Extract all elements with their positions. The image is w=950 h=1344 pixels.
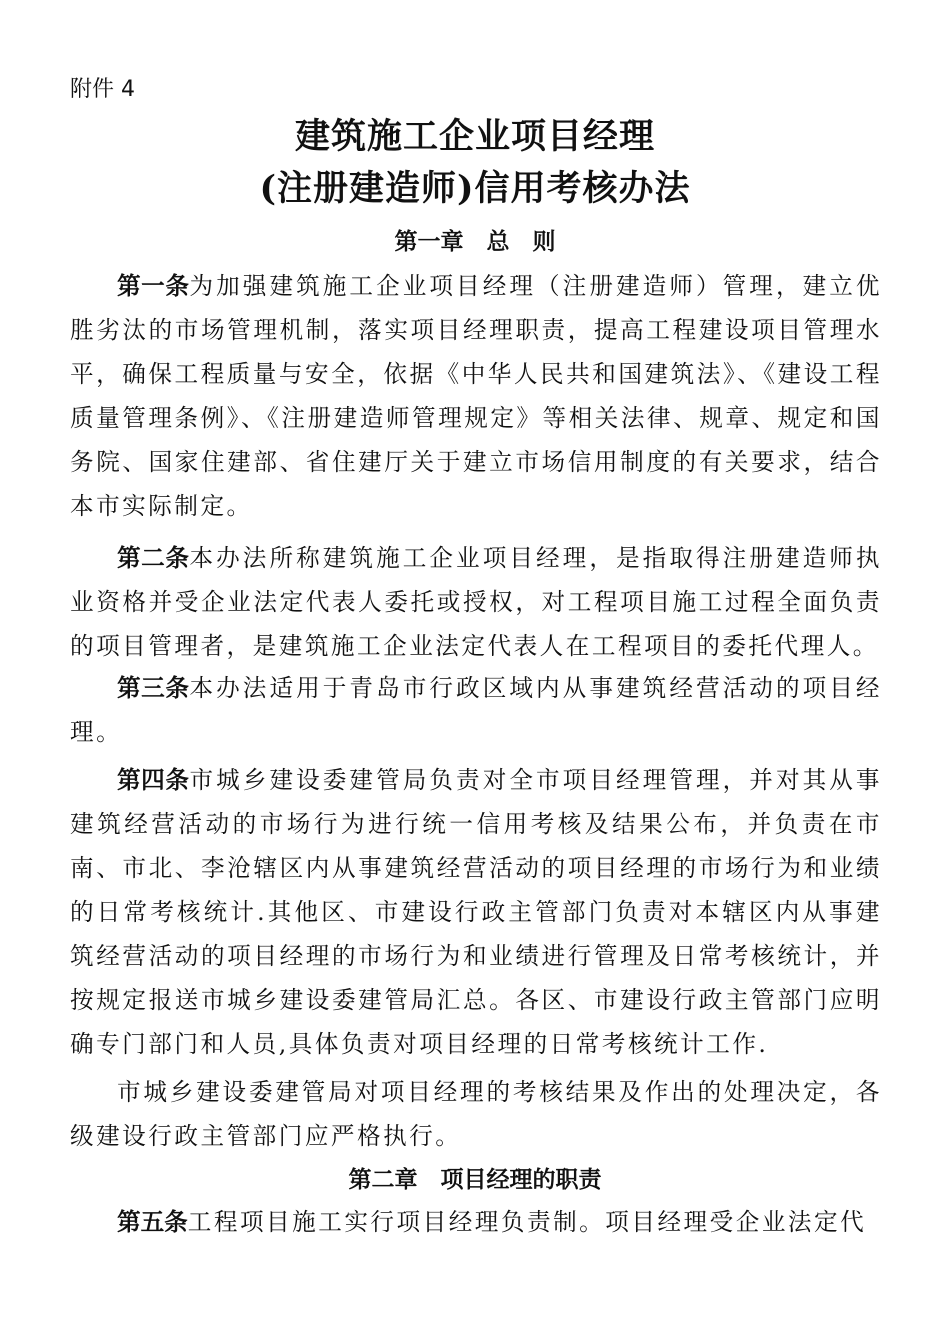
article-3-label: 第三条 bbox=[117, 674, 190, 702]
article-1 bbox=[70, 264, 882, 528]
article-4-label: 第四条 bbox=[117, 766, 190, 794]
document-title-line2: (注册建造师)信用考核办法 bbox=[259, 168, 691, 209]
chapter1-heading: 第一章 总 则 bbox=[394, 229, 556, 255]
article-3 bbox=[70, 666, 882, 754]
article-3-text: 本办法适用于青岛市行政区域内从事建筑经营活动的项目经理。 bbox=[70, 674, 883, 746]
article-5-label: 第五条 bbox=[117, 1208, 188, 1236]
document-title-line1: 建筑施工企业项目经理 bbox=[294, 116, 655, 157]
article-1-label: 第一条 bbox=[117, 272, 190, 300]
attachment-label: 附件 4 bbox=[70, 77, 135, 102]
chapter2-heading: 第二章 项目经理的职责 bbox=[348, 1167, 602, 1193]
article-4-continuation: 市城乡建设委建管局对项目经理的考核结果及作出的处理决定，各级建设行政主管部门应严格执行。 bbox=[70, 1078, 882, 1150]
article-5 bbox=[70, 1200, 882, 1244]
article-4 bbox=[70, 758, 882, 1066]
article-2-label: 第二条 bbox=[117, 544, 190, 572]
article-4-text: 市城乡建设委建管局负责对全市项目经理管理，并对其从事建筑经营活动的市场行为进行统一信用考核及结果公布，并负责在市南、市北、李沧辖区内从事建筑经营活动的项目经理的市场行为和业绩的日常考核统计.其他区、市建设行政主管部门负责对本辖区内从事建筑经营活动的项目经理的市场行为和业绩进行管理及日常考核统计，并按规定报送市城乡建设委建管局汇总。各区、市建设行政主管部门应明确专门部门和人员,具体负责对项目经理的日常考核统计工作. bbox=[70, 766, 883, 1058]
article-1-text: 为加强建筑施工企业项目经理（注册建造师）管理，建立优胜劣汰的市场管理机制，落实项目经理职责，提高工程建设项目管理水平，确保工程质量与安全，依据《中华人民共和国建筑法》、《建设工程质量管理条例》、《注册建造师管理规定》等相关法律、规章、规定和国务院、国家住建部、省住建厅关于建立市场信用制度的有关要求，结合本市实际制定。 bbox=[70, 272, 883, 520]
article-5-text: 工程项目施工实行项目经理负责制。项目经理受企业法定代 bbox=[187, 1208, 867, 1236]
article-2-text: 本办法所称建筑施工企业项目经理，是指取得注册建造师执业资格并受企业法定代表人委托或授权，对工程项目施工过程全面负责的项目管理者，是建筑施工企业法定代表人在工程项目的委托代理人。 bbox=[70, 544, 883, 660]
article-2 bbox=[70, 536, 882, 668]
